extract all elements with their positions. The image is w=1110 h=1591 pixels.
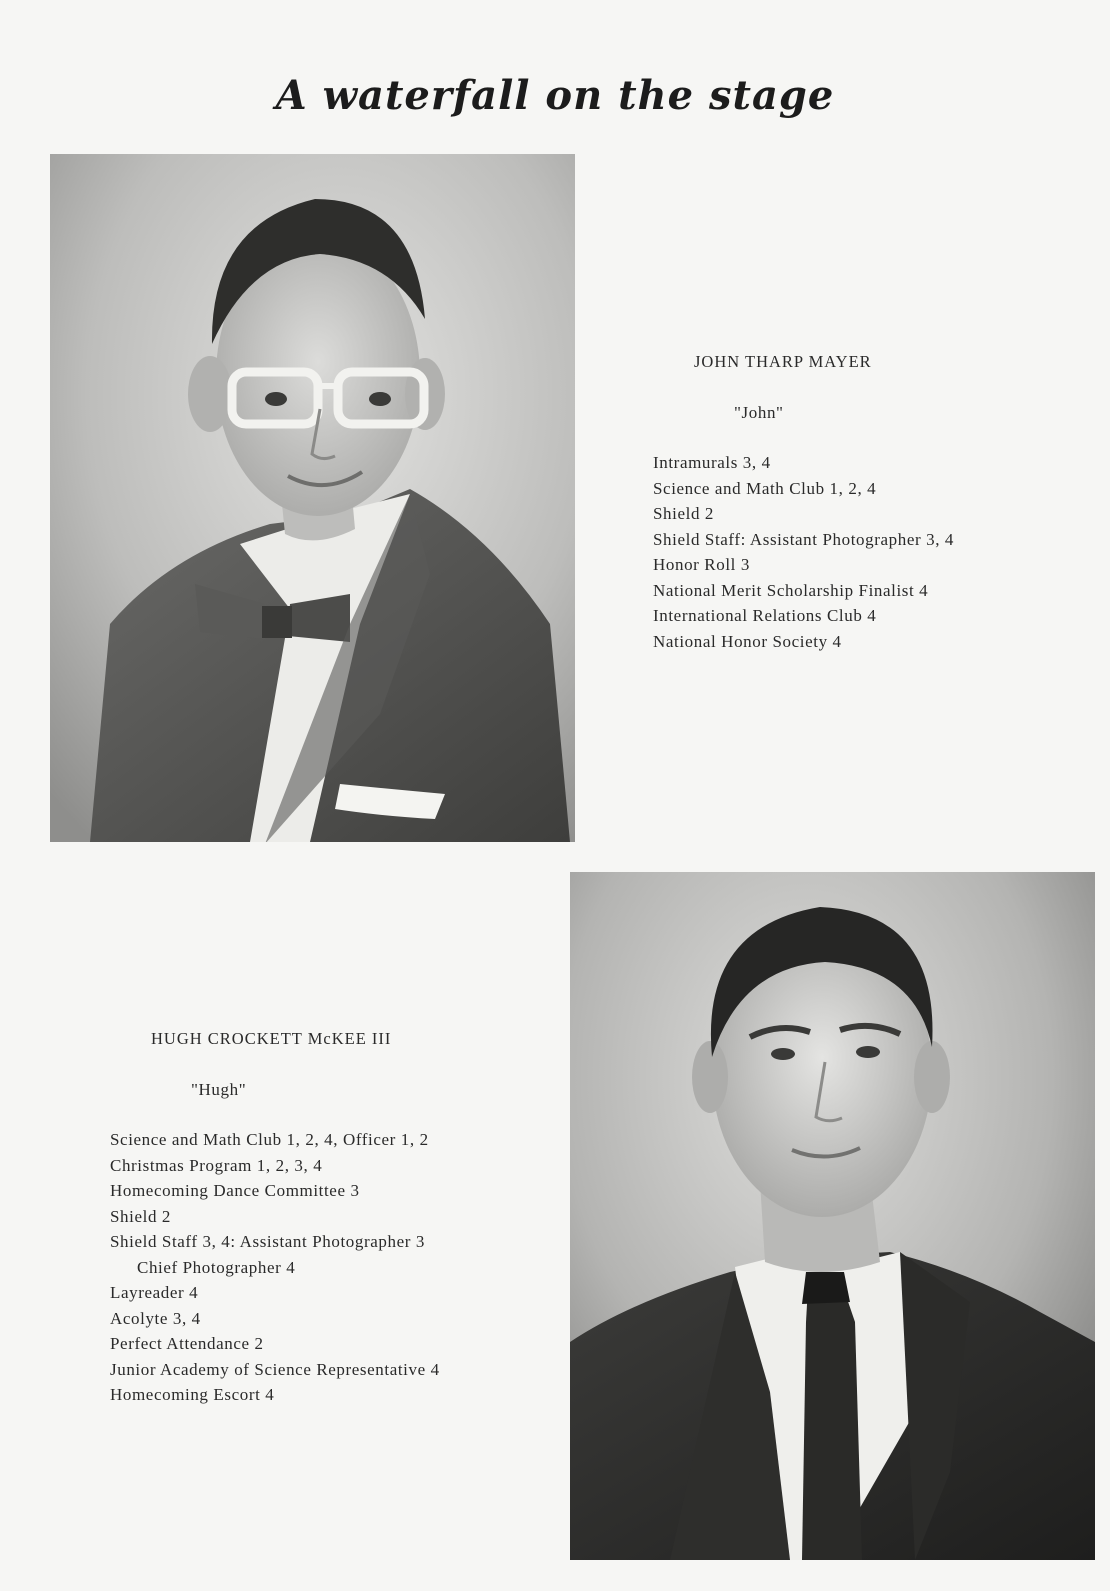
activity-item: Perfect Attendance 2 (110, 1334, 264, 1353)
activity-item: Layreader 4 (110, 1283, 199, 1302)
activity-item: Christmas Program 1, 2, 3, 4 (110, 1155, 323, 1175)
activity-item: Honor Roll 3 (653, 555, 750, 574)
student-name: HUGH CROCKETT McKEE III (151, 1029, 392, 1048)
activity-item: Homecoming Escort 4 (110, 1385, 275, 1404)
activity-item: Homecoming Dance Committee 3 (110, 1181, 360, 1200)
student-nickname: "Hugh" (191, 1079, 247, 1099)
activity-item: Acolyte 3, 4 (110, 1308, 201, 1328)
activity-item: Science and Math Club 1, 2, 4 (653, 478, 877, 498)
portrait-photo-john-mayer (50, 154, 575, 842)
activity-item: National Honor Society 4 (653, 631, 842, 651)
activity-item: National Merit Scholarship Finalist 4 (653, 580, 929, 600)
activity-item: Shield 2 (653, 504, 714, 523)
student-bio-john-mayer (653, 349, 954, 654)
activity-item: Chief Photographer 4 (137, 1257, 296, 1277)
activity-item: Intramurals 3, 4 (653, 453, 771, 472)
portrait-photo-hugh-mckee (570, 872, 1095, 1560)
page-title: A waterfall on the stage (275, 72, 835, 119)
activity-item: Shield 2 (110, 1206, 171, 1226)
student-nickname: "John" (734, 402, 784, 422)
student-bio-hugh-mckee (110, 1026, 440, 1408)
student-name: JOHN THARP MAYER (694, 352, 872, 371)
activity-item: Shield Staff 3, 4: Assistant Photographer 3 (110, 1232, 425, 1251)
activity-item: Junior Academy of Science Representative 4 (110, 1359, 440, 1379)
activity-item: Science and Math Club 1, 2, 4, Officer 1, 2 (110, 1130, 429, 1149)
activity-item: International Relations Club 4 (653, 606, 877, 625)
activity-item: Shield Staff: Assistant Photographer 3, 4 (653, 529, 954, 549)
